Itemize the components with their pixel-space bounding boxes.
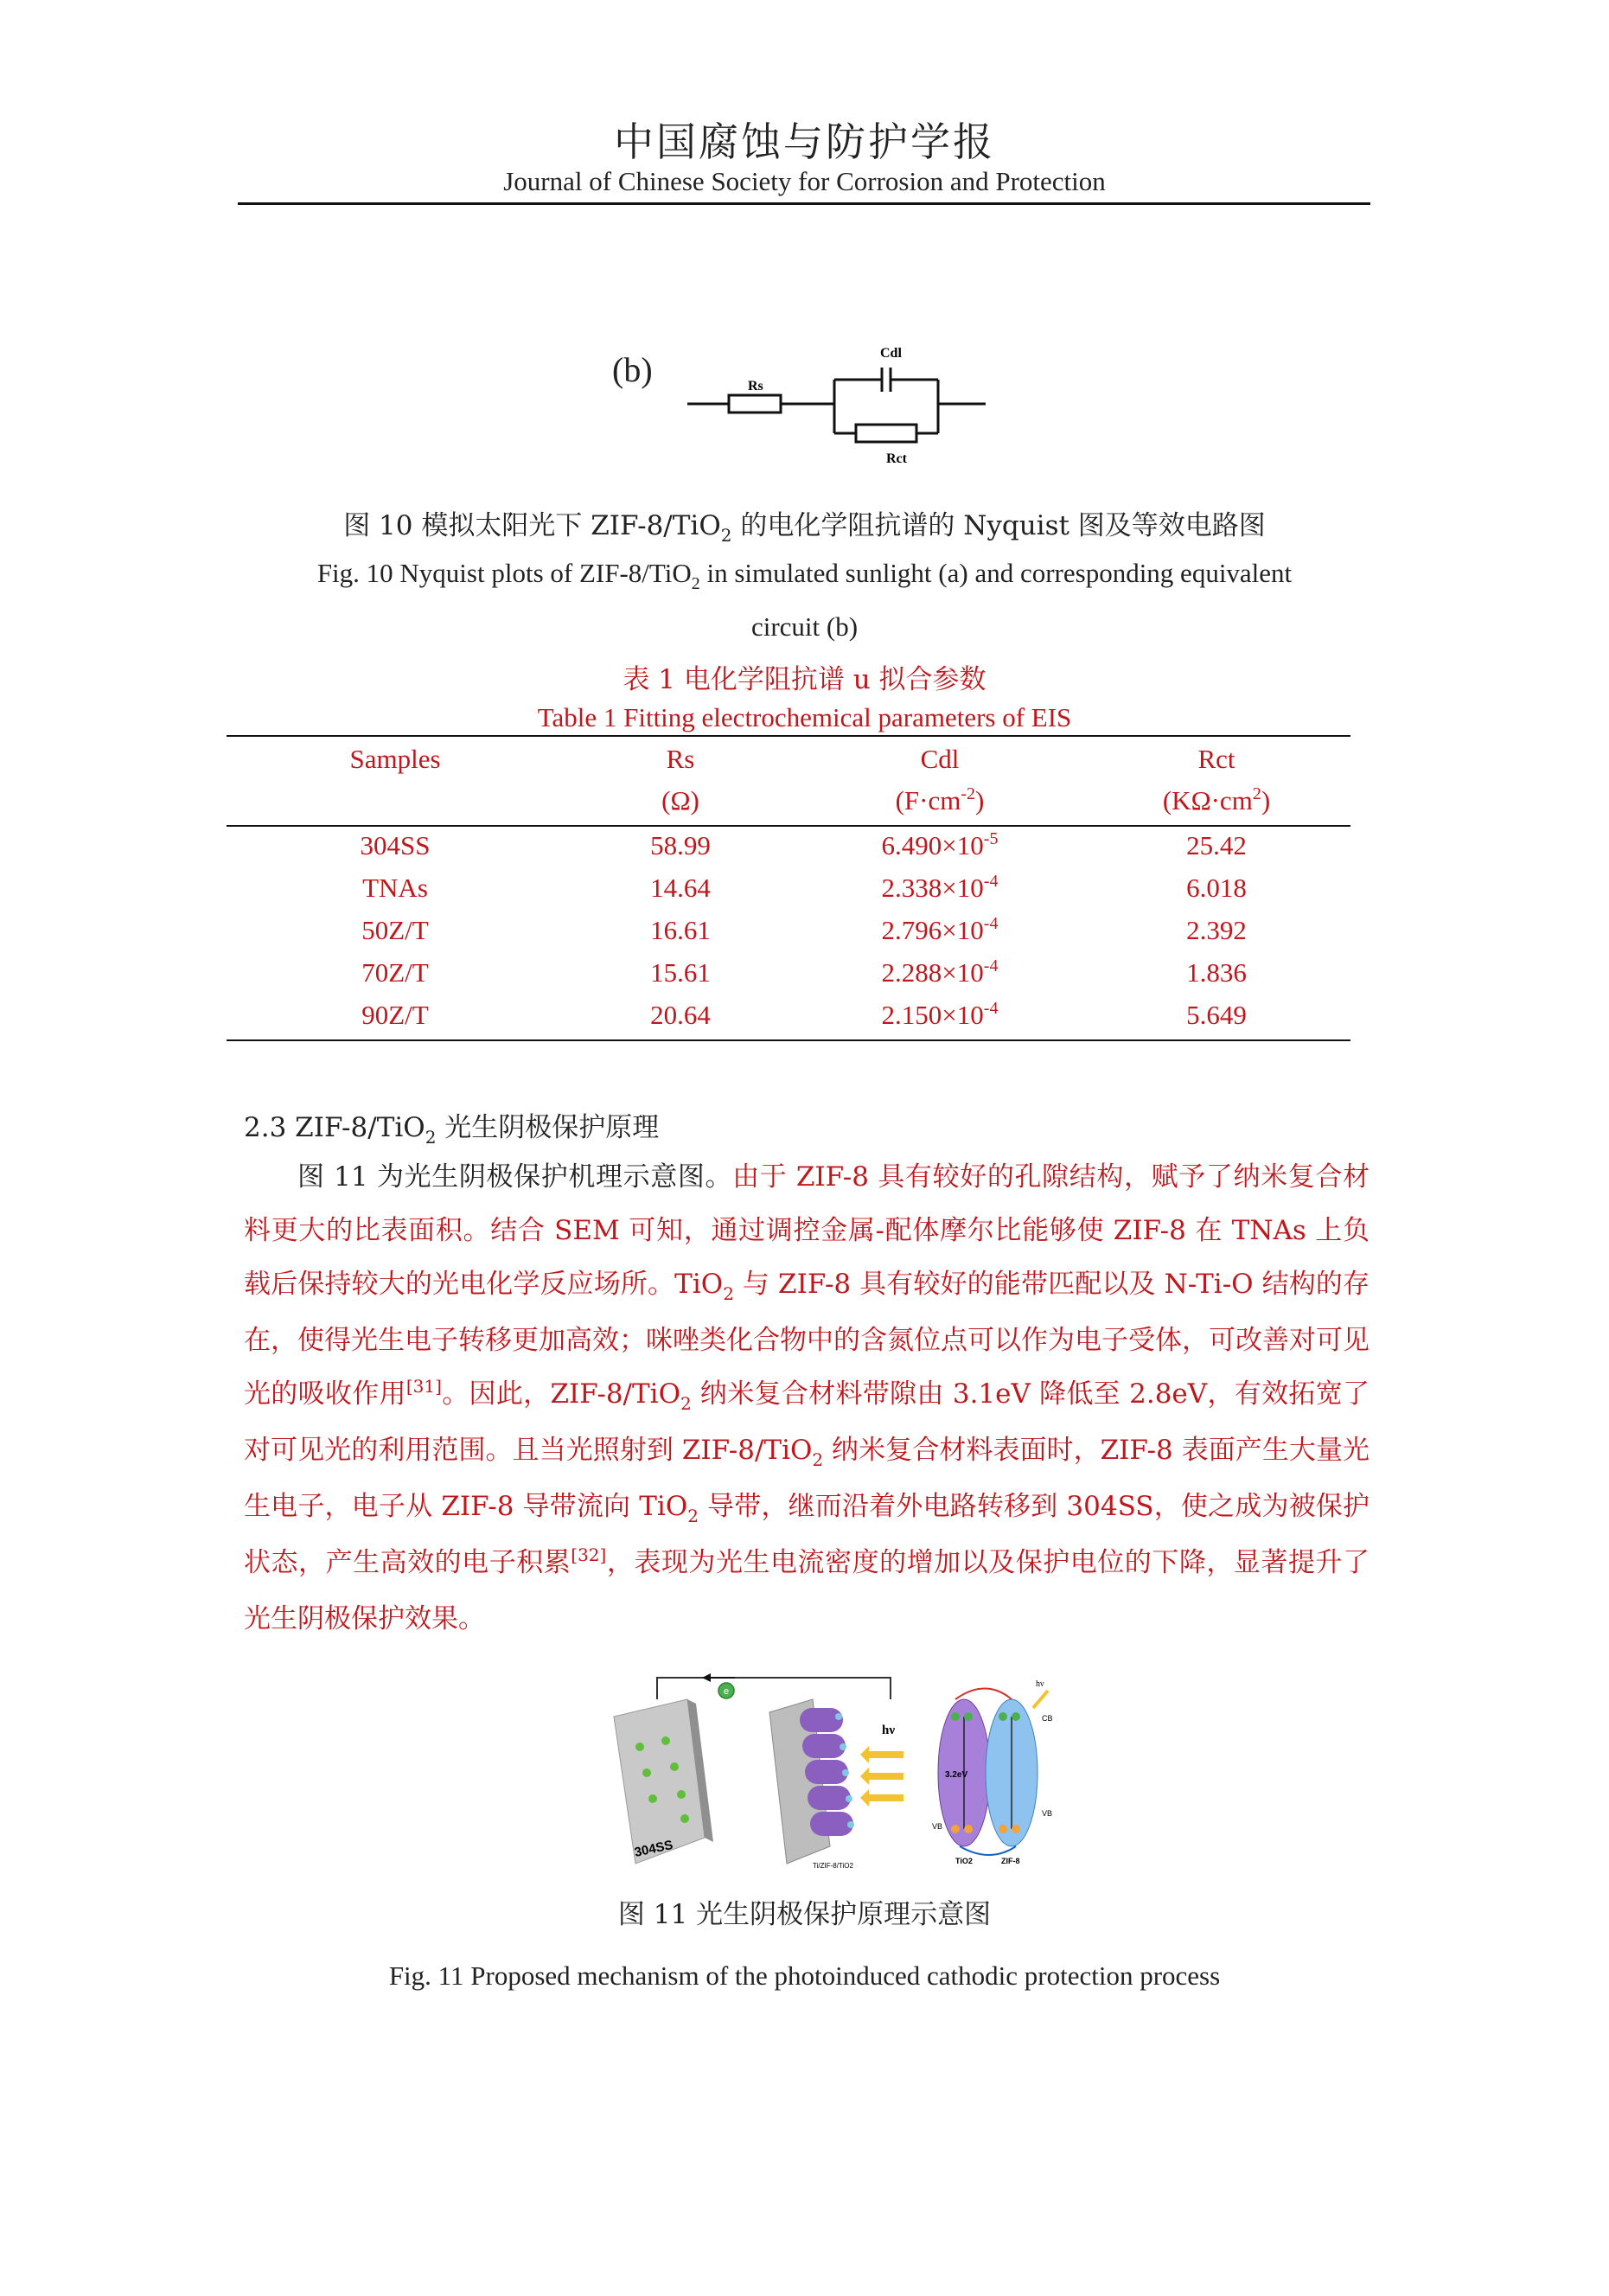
table-header-cdl: Cdl xyxy=(920,744,960,774)
table-header-rct: Rct xyxy=(1197,744,1235,774)
vb-hole xyxy=(951,1825,960,1833)
equivalent-circuit-diagram xyxy=(679,333,990,471)
vb-hole xyxy=(964,1825,973,1833)
journal-title-en: Journal of Chinese Society for Corrosion and Protection xyxy=(503,166,1106,196)
zif8-particle xyxy=(835,1713,842,1720)
electron-flow-arrowhead xyxy=(702,1673,711,1682)
ref-31: [31] xyxy=(405,1376,442,1397)
header-rule xyxy=(238,202,1370,205)
zif8-particle xyxy=(840,1743,846,1750)
electron-dot xyxy=(680,1814,689,1823)
light-arrow xyxy=(860,1789,903,1807)
vb-label: VB xyxy=(1042,1809,1053,1818)
cb-label: CB xyxy=(1042,1714,1053,1723)
band-gap-label: 3.2eV xyxy=(945,1770,968,1780)
row-rs: 14.64 xyxy=(650,873,711,903)
vb-label-left: VB xyxy=(932,1822,943,1831)
label-zif8: ZIF-8 xyxy=(1001,1857,1020,1865)
table-top-rule xyxy=(227,735,1350,737)
cb-electron xyxy=(951,1712,960,1721)
row-rs: 15.61 xyxy=(650,957,711,988)
rct-label: Rct xyxy=(886,451,907,466)
electron-dot xyxy=(677,1790,686,1799)
light-arrow xyxy=(860,1746,903,1763)
light-arrow xyxy=(860,1768,903,1785)
ref-32: [32] xyxy=(571,1545,607,1565)
nanotube xyxy=(800,1708,843,1732)
row-rct: 2.392 xyxy=(1186,915,1247,945)
cb-electron xyxy=(964,1712,973,1721)
rct-resistor xyxy=(856,425,916,442)
zif8-particle xyxy=(847,1821,854,1828)
figure11-caption-en: Fig. 11 Proposed mechanism of the photoinduced cathodic protection process xyxy=(388,1960,1221,1991)
table1-title-en: Table 1 Fitting electrochemical parameters of EIS xyxy=(537,702,1072,732)
table1 xyxy=(227,735,1350,1042)
nanotube xyxy=(808,1786,851,1810)
hole-transfer-arrow xyxy=(960,1846,1016,1855)
figure10-caption-cn: 图 10 模拟太阳光下 ZIF-8/TiO$_2$ 的电化学阻抗谱的 Nyquist 图及等效电路图 xyxy=(343,510,1266,546)
row-sample: 304SS xyxy=(360,830,431,860)
electron-transfer-arrow xyxy=(955,1689,1012,1700)
table-unit-rct: $(K\Omega\cdot cm^2)$ xyxy=(1162,784,1271,815)
electron-dot xyxy=(648,1794,657,1803)
row-sample: 50Z/T xyxy=(361,915,429,945)
figure11-schematic xyxy=(605,1665,1089,1872)
figure10-caption-en-line1: Fig. 10 Nyquist plots of ZIF-8/TiO$_2$ in simulated sunlight (a) and corresponding equivalent xyxy=(316,558,1293,593)
zif8-particle xyxy=(846,1795,852,1802)
vb-hole xyxy=(999,1825,1007,1833)
row-rs: 16.61 xyxy=(650,915,711,945)
section-heading: 2.3 ZIF-8/TiO$_2$ 光生阴极保护原理 xyxy=(244,1112,660,1148)
cb-electron xyxy=(1012,1712,1020,1721)
figure10-caption-en-line2: circuit (b) xyxy=(750,611,859,642)
nanotube xyxy=(802,1734,846,1758)
row-cdl: $2.288\times 10^{-4}$ xyxy=(881,956,999,988)
row-sample: TNAs xyxy=(362,873,428,903)
cdl-label: Cdl xyxy=(880,346,902,361)
row-cdl: $2.338\times 10^{-4}$ xyxy=(881,872,999,903)
cb-electron xyxy=(999,1712,1007,1721)
electron-dot xyxy=(635,1743,644,1751)
label-substrate: Ti/ZIF-8/TiO2 xyxy=(813,1862,853,1870)
nanotube xyxy=(805,1760,848,1784)
electron-dot xyxy=(661,1736,670,1745)
table-header-rs: Rs xyxy=(666,744,695,774)
label-304ss: 304SS xyxy=(633,1837,674,1860)
rs-label: Rs xyxy=(748,379,763,393)
electron-dot xyxy=(670,1762,679,1771)
row-cdl: $2.150\times 10^{-4}$ xyxy=(881,999,999,1030)
label-hv-band: hν xyxy=(1036,1679,1044,1689)
electron-label: e xyxy=(723,1686,730,1697)
table1-title-cn: 表 1 电化学阻抗谱 u 拟合参数 xyxy=(623,664,986,695)
row-sample: 70Z/T xyxy=(361,957,429,988)
table-bottom-rule xyxy=(227,1039,1350,1041)
row-cdl: $2.796\times 10^{-4}$ xyxy=(881,914,999,945)
row-cdl: $6.490\times 10^{-5}$ xyxy=(881,829,999,860)
rs-resistor xyxy=(729,395,781,413)
table-unit-cdl: $(F\cdot cm^{-2})$ xyxy=(895,784,985,815)
row-rct: 5.649 xyxy=(1186,1000,1247,1030)
table-header-rule xyxy=(227,825,1350,827)
row-rct: 25.42 xyxy=(1186,830,1247,860)
vb-hole xyxy=(1012,1825,1020,1833)
row-rs: 20.64 xyxy=(650,1000,711,1030)
journal-title-cn: 中国腐蚀与防护学报 xyxy=(614,118,995,165)
light-ray xyxy=(1033,1691,1048,1708)
nanotube xyxy=(810,1812,853,1836)
table-unit-rs: (Ω) xyxy=(661,785,699,815)
external-circuit-wire xyxy=(657,1678,891,1699)
row-sample: 90Z/T xyxy=(361,1000,429,1030)
zif8-particle xyxy=(842,1769,849,1776)
figure10-panel-label: (b) xyxy=(612,350,653,389)
electron-dot xyxy=(642,1768,651,1777)
label-hv: hν xyxy=(882,1724,896,1737)
row-rct: 1.836 xyxy=(1186,957,1247,988)
row-rs: 58.99 xyxy=(650,830,711,860)
label-tio2: TiO2 xyxy=(955,1857,973,1865)
section-paragraph: 图 11 为光生阴极保护机理示意图。由于 ZIF-8 具有较好的孔隙结构，赋予了纳米复合材料更大的比表面积。结合 SEM 可知，通过调控金属-配体摩尔比能够使 ZIF-8 在 TNAs 上负载后保持较大的光电化学反应场所。TiO$_2$ 与 ZIF-8 具有较好的能带匹配以及 N-Ti-O 结构的存在，使得光生电子转移更加高效；咪唑类化合物中的含氮位点可以作为电子受体，可改善对可见光的吸收作用[31]。因此，ZIF-8/TiO$_2$ 纳米复合材料带隙由 3.1eV 降低至 2.8eV，有效拓宽了对可见光的利用范围。且当光照射到 ZIF-8/TiO$_2$ 纳米复合材料表面时，ZIF-8 表面产生大量光生电子，电子从 ZIF-8 导带流向 TiO$_2$ 导带，继而沿着外电路转移到 304SS，使之成为被保护状态，产生高效的电子积累[32]，表现为光生电流密度的增加以及保护电位的下降，显著提升了光生阴极保护效果。 xyxy=(244,1161,1370,1634)
table-header-samples: Samples xyxy=(349,744,441,774)
row-rct: 6.018 xyxy=(1186,873,1247,903)
figure11-caption-cn: 图 11 光生阴极保护原理示意图 xyxy=(617,1899,992,1930)
